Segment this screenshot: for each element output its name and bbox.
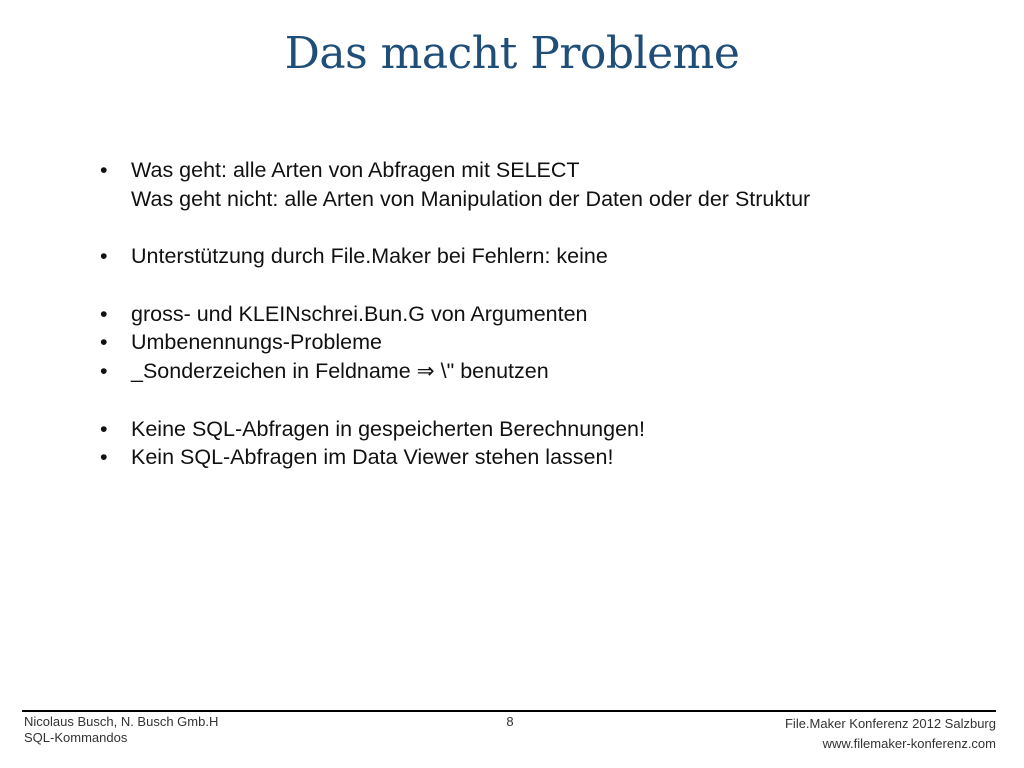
- bullet-item: [100, 328, 980, 357]
- slide-content: [100, 156, 980, 501]
- footer-author: Nicolaus Busch, N. Busch Gmb.H: [24, 714, 219, 729]
- bullet-text: Umbenennungs-Probleme: [131, 330, 382, 355]
- bullet-group-support: [100, 242, 980, 271]
- bullet-text: Was geht nicht: alle Arten von Manipulation der Daten oder der Struktur: [131, 186, 811, 211]
- footer-event: File.Maker Konferenz 2012 Salzburg: [784, 716, 996, 731]
- bullet-marker: •: [100, 158, 108, 182]
- bullet-text: Was geht: alle Arten von Abfragen mit SELECT: [131, 158, 580, 182]
- bullet-marker: •: [100, 445, 108, 470]
- bullet-text: Unterstützung durch File.Maker bei Fehlern: keine: [131, 244, 608, 269]
- bullet-marker: •: [100, 330, 108, 355]
- bullet-item: [100, 156, 980, 185]
- footer-event-block: [785, 714, 996, 754]
- bullet-text: Keine SQL-Abfragen in gespeicherten Berechnungen!: [131, 416, 645, 441]
- bullet-continuation: [100, 185, 980, 214]
- bullet-item: [100, 415, 980, 444]
- bullet-group-warnings: [100, 415, 980, 472]
- bullet-item: [100, 242, 980, 271]
- bullet-marker: •: [100, 416, 108, 441]
- bullet-group-select: [100, 156, 980, 213]
- footer-website: www.filemaker-konferenz.com: [822, 736, 996, 751]
- bullet-marker: •: [100, 301, 108, 326]
- bullet-marker: •: [100, 244, 108, 269]
- bullet-text: Kein SQL-Abfragen im Data Viewer stehen lassen!: [131, 445, 614, 470]
- page-number: 8: [506, 714, 514, 729]
- bullet-item: [100, 357, 980, 386]
- slide-title: Das macht Probleme: [284, 28, 740, 79]
- bullet-text: _Sonderzeichen in Feldname ⇒ \" benutzen: [131, 358, 549, 383]
- bullet-item: [100, 443, 980, 472]
- footer-author-block: [24, 714, 218, 746]
- footer-divider: [22, 710, 996, 712]
- bullet-text: gross- und KLEINschrei.Bun.G von Argumenten: [131, 301, 588, 326]
- bullet-group-naming: [100, 300, 980, 386]
- bullet-marker: •: [100, 358, 108, 383]
- footer-topic: SQL-Kommandos: [24, 730, 128, 745]
- bullet-item: [100, 300, 980, 329]
